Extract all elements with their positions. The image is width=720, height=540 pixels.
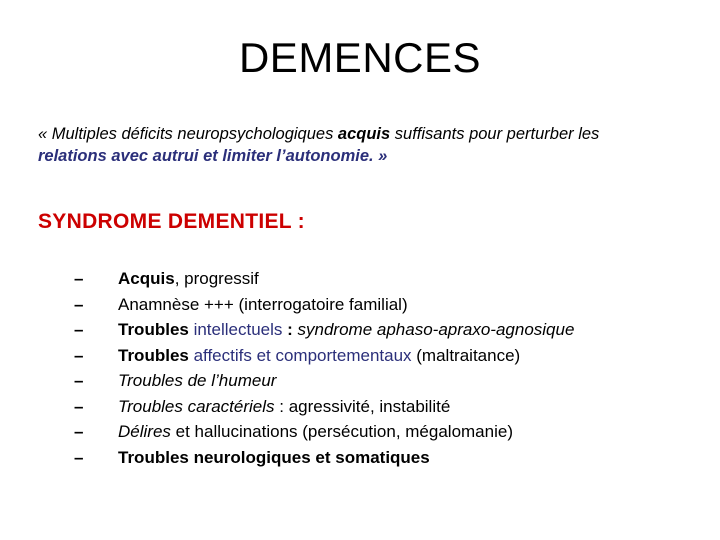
bullet-dash: – bbox=[74, 345, 84, 365]
item-text-bold: Troubles bbox=[118, 345, 194, 365]
quote-middle: suffisants pour perturber les bbox=[390, 125, 600, 143]
quote-open: « Multiples déficits neuropsychologiques bbox=[38, 125, 338, 143]
item-text: et hallucinations (persécution, mégalomanie) bbox=[170, 422, 513, 441]
definition-quote bbox=[38, 123, 678, 167]
bullet-dash: – bbox=[74, 422, 84, 441]
bullet-dash: – bbox=[74, 396, 84, 416]
item-text: , progressif bbox=[174, 269, 259, 288]
bullet-dash: – bbox=[74, 447, 84, 467]
bullet-dash: – bbox=[74, 269, 84, 288]
slide-title: DEMENCES bbox=[238, 34, 482, 81]
list-item bbox=[74, 292, 574, 318]
bullet-dash: – bbox=[74, 294, 84, 314]
list-item bbox=[74, 445, 574, 471]
bullet-dash: – bbox=[74, 371, 84, 390]
item-text-blue: intellectuels bbox=[193, 320, 283, 339]
bullet-dash: – bbox=[74, 320, 84, 339]
list-item bbox=[74, 368, 574, 394]
list-item bbox=[74, 266, 574, 292]
quote-acquis: acquis bbox=[337, 125, 391, 143]
symptom-list bbox=[74, 266, 574, 470]
item-text: (maltraitance) bbox=[411, 345, 521, 365]
item-text-italic: Troubles de l’humeur bbox=[118, 371, 277, 390]
item-text-bold: : bbox=[282, 320, 298, 339]
list-item bbox=[74, 394, 574, 420]
item-text: : agressivité, instabilité bbox=[274, 396, 451, 416]
quote-line2: relations avec autrui et limiter l’autonomie. » bbox=[38, 147, 388, 165]
item-text-italic: syndrome aphaso-apraxo-agnosique bbox=[297, 320, 575, 339]
item-text-blue: affectifs et comportementaux bbox=[193, 345, 412, 365]
item-text-italic: Délires bbox=[118, 422, 171, 441]
section-heading: SYNDROME DEMENTIEL : bbox=[38, 210, 305, 233]
item-text-bold: Acquis bbox=[118, 269, 175, 288]
item-text-italic: Troubles caractériels bbox=[118, 396, 275, 416]
list-item bbox=[74, 317, 574, 343]
list-item bbox=[74, 419, 574, 445]
list-item bbox=[74, 343, 574, 369]
item-text-bold: Troubles bbox=[118, 320, 194, 339]
item-text-bold: Troubles neurologiques et somatiques bbox=[118, 447, 430, 467]
item-text: Anamnèse +++ (interrogatoire familial) bbox=[118, 294, 408, 314]
